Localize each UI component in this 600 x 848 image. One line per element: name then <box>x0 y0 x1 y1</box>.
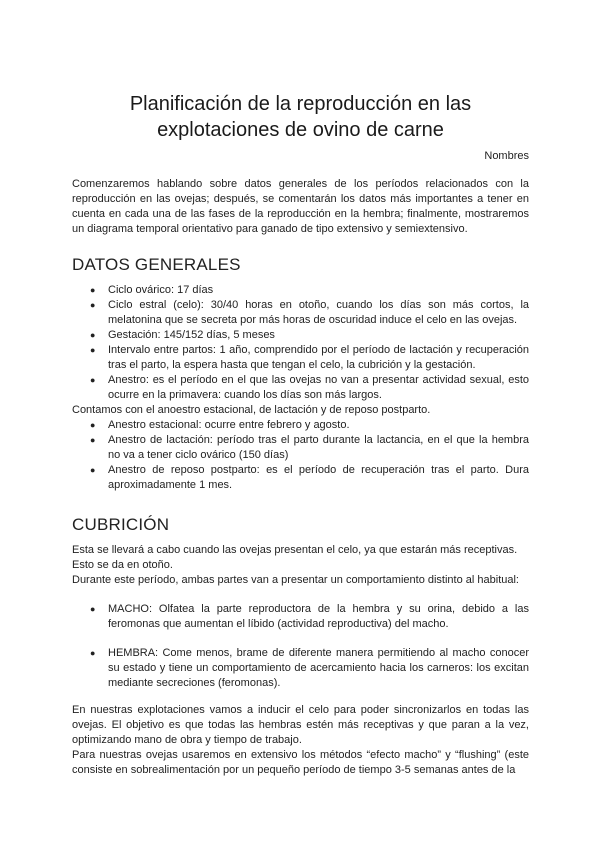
bullet-icon: ● <box>90 465 96 475</box>
list-item <box>90 646 529 691</box>
author-name: Nombres <box>484 150 529 162</box>
list-item <box>90 463 529 493</box>
bullet-icon: ● <box>90 300 96 310</box>
list-item-text: Anestro de reposo postparto: es el período de recuperación tras el parto. Dura aproximadamente 1 mes. <box>108 464 529 491</box>
bullet-icon: ● <box>90 285 96 295</box>
bullet-icon: ● <box>90 345 96 355</box>
datos-generales-list <box>72 283 529 403</box>
list-item <box>90 343 529 373</box>
list-item <box>90 433 529 463</box>
list-item-text: Ciclo ovárico: 17 días <box>108 284 214 296</box>
list-item <box>90 373 529 403</box>
document-content <box>72 0 529 778</box>
list-item-text: Anestro estacional: ocurre entre febrero y agosto. <box>108 419 350 431</box>
anoestro-list <box>72 418 529 493</box>
section-heading-datos-generales: DATOS GENERALES <box>72 255 241 274</box>
anoestro-intro: Contamos con el anoestro estacional, de lactación y de reposo postparto. <box>72 404 431 416</box>
list-item-text: Ciclo estral (celo): 30/40 horas en otoño, cuando los días son más cortos, la melatonina que se secreta por más horas de oscuridad induce el celo en las ovejas. <box>108 299 529 326</box>
hembra-list <box>72 646 529 691</box>
title-line-1: Planificación de la reproducción en las <box>129 93 472 115</box>
metodos-paragraph: Para nuestras ovejas usaremos en extensivo los métodos “efecto macho” y “flushing” (este consiste en sobrealimentación por un pequeño período de tiempo 3-5 semanas antes de la <box>72 749 529 776</box>
bullet-icon: ● <box>90 435 96 445</box>
spacer <box>72 588 529 602</box>
spacer <box>72 632 529 646</box>
intro-paragraph: Comenzaremos hablando sobre datos generales de los períodos relacionados con la reproducción en las ovejas; después, se comentarán los datos más importantes a tener en cuenta en cada una de las fases de la reproducción en la hembra; finalmente, mostraremos un diagrama temporal orientativo para ganado de tipo extensivo y semiextensivo. <box>72 178 529 235</box>
list-item-text: HEMBRA: Come menos, brame de diferente manera permitiendo al macho conocer su estado y tiene un comportamiento de acercamiento hacia los carneros: los excitan mediante secreciones (feromonas). <box>108 647 529 689</box>
cubricion-line-2: Esto se da en otoño. <box>72 559 173 571</box>
induccion-paragraph: En nuestras explotaciones vamos a inducir el celo para poder sincronizarlos en todas las ovejas. El objetivo es que todas las hembras estén más receptivas y que paran a la vez, optimizando mano de obra y tiempo de trabajo. <box>72 704 529 746</box>
list-item-text: Gestación: 145/152 días, 5 meses <box>108 329 275 341</box>
bullet-icon: ● <box>90 375 96 385</box>
cubricion-line-3: Durante este período, ambas partes van a presentar un comportamiento distinto al habitual: <box>72 574 519 586</box>
list-item-text: Anestro de lactación: período tras el parto durante la lactancia, en el que la hembra no va a tener ciclo ovárico (150 días) <box>108 434 529 461</box>
macho-list <box>72 602 529 632</box>
list-item <box>90 283 529 298</box>
list-item <box>90 328 529 343</box>
cubricion-line-1: Esta se llevará a cabo cuando las ovejas presentan el celo, ya que estarán más receptivas. <box>72 544 518 556</box>
list-item <box>90 418 529 433</box>
bullet-icon: ● <box>90 604 96 614</box>
bullet-icon: ● <box>90 648 96 658</box>
document-title <box>72 91 529 143</box>
list-item-text: Intervalo entre partos: 1 año, comprendido por el período de lactación y recuperación tras el parto, la espera hasta que tengan el celo, la cubrición y la gestación. <box>108 344 529 371</box>
list-item-text: Anestro: es el período en el que las ovejas no van a presentar actividad sexual, esto ocurre en la primavera: cuando los días son más largos. <box>108 374 529 401</box>
title-line-2: explotaciones de ovino de carne <box>157 119 444 141</box>
bullet-icon: ● <box>90 330 96 340</box>
bullet-icon: ● <box>90 420 96 430</box>
list-item <box>90 298 529 328</box>
section-heading-cubricion: CUBRICIÓN <box>72 515 170 534</box>
list-item <box>90 602 529 632</box>
list-item-text: MACHO: Olfatea la parte reproductora de la hembra y su orina, debido a las feromonas que aumentan el líbido (actividad reproductiva) del macho. <box>108 603 529 630</box>
